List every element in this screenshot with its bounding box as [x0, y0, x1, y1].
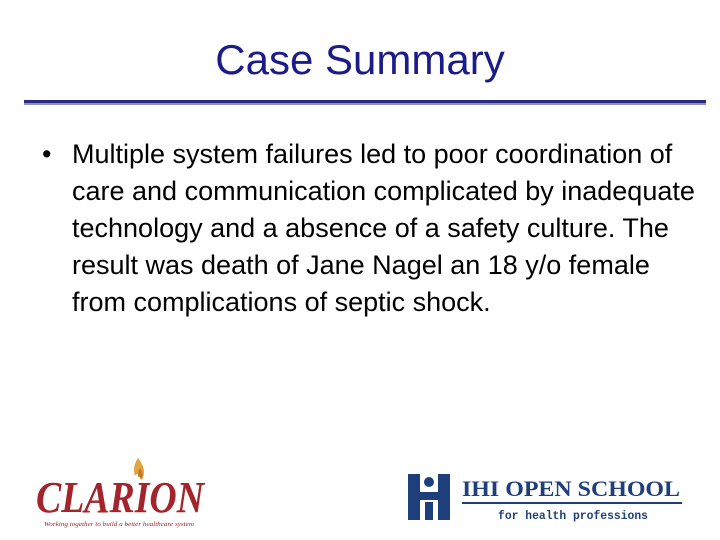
ihi-h-icon — [408, 474, 450, 520]
ihi-subtitle: for health professions — [498, 509, 648, 523]
clarion-wordmark: CLARION — [36, 473, 206, 522]
slide-title: Case Summary — [215, 36, 505, 83]
bullet-marker: • — [42, 139, 52, 169]
clarion-logo — [34, 452, 210, 532]
title-divider-shadow — [24, 103, 706, 105]
ihi-name: IHI OPEN SCHOOL — [462, 476, 680, 501]
clarion-tagline: Working together to build a better healthcare system — [44, 522, 195, 528]
ihi-logo-graphic — [406, 470, 686, 526]
bullet-text: Multiple system failures led to poor coordination of care and communication complicated by inadequate technology and a absence of a safety culture. The result was death of Jane Nagel an 18 y/o female from complications of septic shock. — [72, 139, 695, 317]
ihi-open-school-logo — [406, 470, 686, 526]
bullet-list — [42, 136, 702, 321]
ihi-divider — [462, 502, 682, 504]
bullet-item — [42, 136, 702, 321]
clarion-logo-graphic — [34, 452, 210, 532]
